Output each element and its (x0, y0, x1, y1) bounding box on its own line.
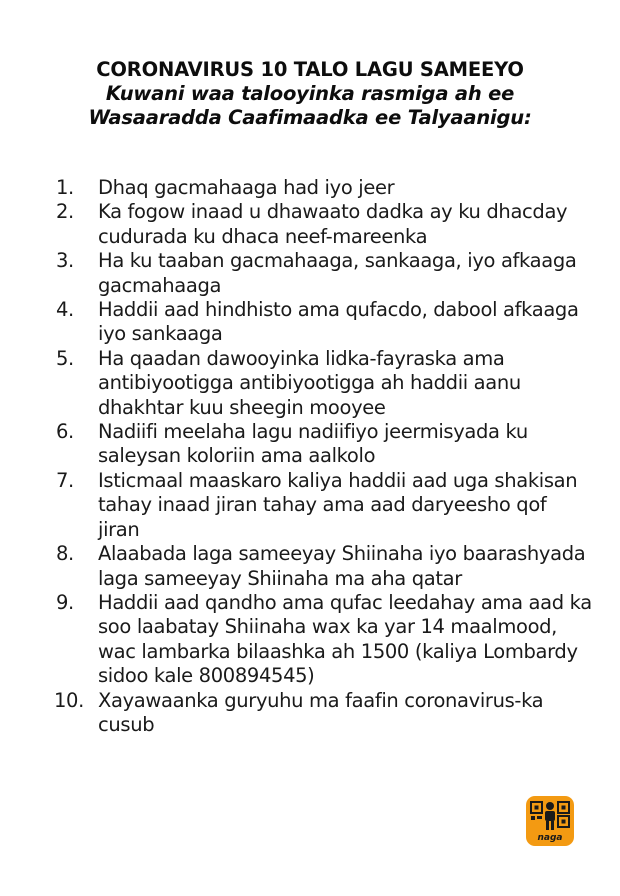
naga-logo-text: naga (537, 833, 563, 843)
tip-item-3 (52, 249, 592, 298)
poster-header (0, 58, 620, 130)
tip-text: Ha ku taaban gacmahaaga, sankaaga, iyo afkaaga gacmahaaga (98, 249, 577, 297)
tip-item-10 (52, 689, 592, 738)
tip-number: 5. (56, 346, 74, 370)
poster-subtitle-line-1: Kuwani waa talooyinka rasmiga ah ee (105, 82, 515, 105)
tip-text: Xayawaanka guryuhu ma faafin coronavirus-ka cusub (98, 688, 544, 736)
tip-text: Ha qaadan dawooyinka lidka-fayraska ama antibiyootigga antibiyootigga ah haddii aanu dhakhtar kuu sheegin mooyee (98, 346, 521, 419)
tip-item-6 (52, 420, 592, 469)
tip-item-7 (52, 469, 592, 542)
tip-item-5 (52, 347, 592, 420)
tip-text: Haddii aad qandho ama qufac leedahay ama aad ka soo laabatay Shiinaha wax ka yar 14 maalmood, wac lambarka bilaashka ah 1500 (kaliya Lombardy sidoo kale 800894545) (98, 590, 592, 688)
poster-subtitle-line-2: Wasaaradda Caafimaadka ee Talyaanigu: (88, 106, 532, 129)
tip-text: Nadiifi meelaha lagu nadiifiyo jeermisyada ku saleysan koloriin ama aalkolo (98, 420, 528, 468)
tip-item-2 (52, 200, 592, 249)
tip-number: 7. (56, 468, 74, 492)
tip-number: 10. (54, 688, 84, 712)
tip-text: Alaabada laga sameeyay Shiinaha iyo baarashyada laga sameeyay Shiinaha ma aha qatar (98, 542, 586, 590)
tip-item-4 (52, 298, 592, 347)
tip-text: Ka fogow inaad u dhawaato dadka ay ku dhacday cudurada ku dhaca neef-mareenka (98, 200, 568, 248)
tip-number: 3. (56, 249, 74, 273)
tip-number: 1. (56, 176, 74, 199)
tip-item-1 (52, 176, 592, 200)
tip-number: 6. (56, 420, 74, 444)
tip-text: Isticmaal maaskaro kaliya haddii aad uga shakisan tahay inaad jiran tahay ama aad daryeesho qof jiran (98, 468, 578, 541)
poster-title: CORONAVIRUS 10 TALO LAGU SAMEEYO (96, 58, 524, 81)
tips-list (52, 176, 592, 737)
tip-number: 8. (56, 542, 74, 566)
tip-number: 4. (56, 298, 74, 322)
tip-text: Haddii aad hindhisto ama qufacdo, dabool afkaaga iyo sankaaga (98, 298, 579, 346)
tip-text: Dhaq gacmahaaga had iyo jeer (98, 176, 395, 199)
tip-number: 2. (56, 200, 74, 224)
tip-item-8 (52, 542, 592, 591)
naga-logo (526, 796, 574, 846)
tip-number: 9. (56, 590, 74, 614)
tip-item-9 (52, 591, 592, 689)
